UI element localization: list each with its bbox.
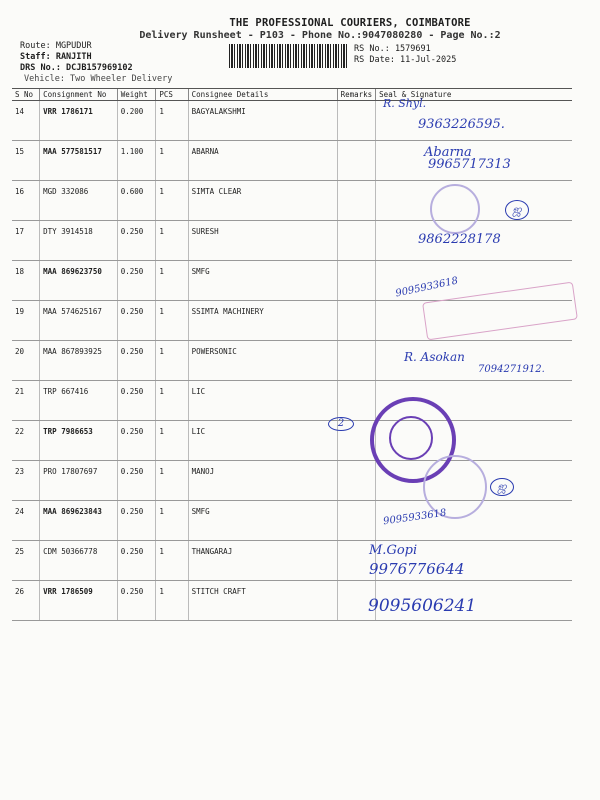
cell-consignee: LIC: [188, 381, 337, 421]
cell-consignment: VRR 1786509: [40, 581, 118, 621]
cell-weight: 0.250: [117, 341, 156, 381]
table-row: [12, 501, 572, 541]
cell-pcs: 1: [156, 501, 188, 541]
cell-consignee: SIMTA CLEAR: [188, 181, 337, 221]
cell-remarks: [337, 301, 376, 341]
cell-pcs: 1: [156, 541, 188, 581]
cell-consignment: CDM 50366778: [40, 541, 118, 581]
col-header-sno: S No: [12, 89, 40, 101]
cell-pcs: 1: [156, 301, 188, 341]
table-header-row: [12, 89, 572, 101]
cell-weight: 0.600: [117, 181, 156, 221]
cell-pcs: 1: [156, 141, 188, 181]
cell-pcs: 1: [156, 461, 188, 501]
cell-consignment: MAA 869623843: [40, 501, 118, 541]
cell-consignment: PRO 17807697: [40, 461, 118, 501]
rs-date: RS Date: 11-Jul-2025: [354, 55, 457, 65]
cell-sno: 21: [12, 381, 40, 421]
cell-weight: 0.250: [117, 381, 156, 421]
cell-consignment: MAA 869623750: [40, 261, 118, 301]
cell-consignment: DTY 3914518: [40, 221, 118, 261]
cell-consignment: VRR 1786171: [40, 101, 118, 141]
cell-consignment: TRP 7986653: [40, 421, 118, 461]
cell-remarks: [337, 381, 376, 421]
cell-consignment: MAA 867893925: [40, 341, 118, 381]
cell-consignment: MAA 574625167: [40, 301, 118, 341]
cell-consignee: BAGYALAKSHMI: [188, 101, 337, 141]
cell-consignee: SSIMTA MACHINERY: [188, 301, 337, 341]
table-row: [12, 381, 572, 421]
cell-sno: 26: [12, 581, 40, 621]
cell-pcs: 1: [156, 101, 188, 141]
cell-pcs: 1: [156, 341, 188, 381]
cell-sno: 20: [12, 341, 40, 381]
cell-remarks: [337, 461, 376, 501]
company-title: THE PROFESSIONAL COURIERS, COIMBATORE: [229, 17, 471, 29]
remark-22: 2: [328, 417, 354, 431]
cell-consignment: TRP 667416: [40, 381, 118, 421]
col-header-consignee: Consignee Details: [188, 89, 337, 101]
handwritten-phone-14: 9363226595.: [418, 117, 505, 132]
cell-pcs: 1: [156, 221, 188, 261]
handwritten-phone-17: 9862228178: [418, 232, 501, 247]
handwritten-name-25: M.Gopi: [369, 543, 418, 558]
cell-weight: 0.200: [117, 101, 156, 141]
table-row: [12, 421, 572, 461]
cell-consignee: POWERSONIC: [188, 341, 337, 381]
handwritten-phone-18: 9095933618: [394, 275, 460, 300]
table-row: [12, 181, 572, 221]
cell-remarks: [337, 261, 376, 301]
initials-signature-16: ஜ: [505, 200, 529, 220]
table-row: [12, 541, 572, 581]
cell-consignee: ABARNA: [188, 141, 337, 181]
cell-sno: 22: [12, 421, 40, 461]
cell-pcs: 1: [156, 261, 188, 301]
cell-remarks: [337, 221, 376, 261]
handwritten-name-15: Abarna: [424, 145, 472, 160]
handwritten-phone-24: 9095933618: [382, 507, 448, 528]
col-header-consignment: Consignment No: [40, 89, 118, 101]
col-header-pcs: PCS: [156, 89, 188, 101]
cell-sno: 15: [12, 141, 40, 181]
cell-consignee: THANGARAJ: [188, 541, 337, 581]
cell-weight: 0.250: [117, 301, 156, 341]
cell-weight: 1.100: [117, 141, 156, 181]
handwritten-name-20: R. Asokan: [404, 350, 465, 364]
cell-consignee: STITCH CRAFT: [188, 581, 337, 621]
cell-pcs: 1: [156, 581, 188, 621]
cell-sno: 19: [12, 301, 40, 341]
cell-weight: 0.250: [117, 221, 156, 261]
rs-meta: [354, 44, 456, 66]
cell-remarks: [337, 501, 376, 541]
cell-consignment: MGD 332086: [40, 181, 118, 221]
cell-consignment: MAA 577581517: [40, 141, 118, 181]
cell-weight: 0.250: [117, 421, 156, 461]
cell-weight: 0.250: [117, 541, 156, 581]
cell-remarks: [337, 341, 376, 381]
cell-weight: 0.250: [117, 261, 156, 301]
handwritten-phone-25: 9976776644: [369, 560, 465, 578]
cell-consignee: LIC: [188, 421, 337, 461]
route-label: Route: MGPUDUR: [20, 41, 92, 51]
cell-remarks: [337, 101, 376, 141]
col-header-remarks: Remarks: [337, 89, 376, 101]
handwritten-phone-15: 9965717313: [428, 157, 511, 172]
cell-consignee: SMFG: [188, 261, 337, 301]
cell-weight: 0.250: [117, 501, 156, 541]
cell-remarks: [337, 181, 376, 221]
cell-sno: 23: [12, 461, 40, 501]
cell-sno: 24: [12, 501, 40, 541]
cell-pcs: 1: [156, 181, 188, 221]
cell-weight: 0.250: [117, 461, 156, 501]
drs-number: DRS No.: DCJB157969102: [20, 63, 133, 73]
cell-sno: 14: [12, 101, 40, 141]
col-header-signature: Seal & Signature: [376, 89, 572, 101]
cell-consignee: SMFG: [188, 501, 337, 541]
rs-number: RS No.: 1579691: [354, 44, 431, 54]
vehicle-label: Vehicle: Two Wheeler Delivery: [24, 74, 173, 84]
cell-sno: 17: [12, 221, 40, 261]
signature-14: R. Shyl.: [383, 97, 427, 110]
cell-sno: 16: [12, 181, 40, 221]
runsheet-subtitle: Delivery Runsheet - P103 - Phone No.:9047080280 - Page No.:2: [139, 30, 501, 41]
cell-sno: 25: [12, 541, 40, 581]
cell-remarks: [337, 141, 376, 181]
staff-label: Staff: RANJITH: [20, 52, 92, 62]
table-row: [12, 461, 572, 501]
cell-consignee: SURESH: [188, 221, 337, 261]
initials-signature-24: ஜ: [490, 478, 514, 496]
cell-consignee: MANOJ: [188, 461, 337, 501]
cell-weight: 0.250: [117, 581, 156, 621]
cell-sno: 18: [12, 261, 40, 301]
handwritten-phone-20: 7094271912.: [478, 364, 545, 375]
cell-pcs: 1: [156, 381, 188, 421]
table-row: [12, 581, 572, 621]
handwritten-phone-26: 9095606241: [368, 596, 477, 616]
faint-seal-stamp: [430, 184, 480, 234]
barcode: [229, 44, 347, 68]
runsheet-meta: [20, 41, 172, 85]
cell-pcs: 1: [156, 421, 188, 461]
col-header-weight: Weight: [117, 89, 156, 101]
